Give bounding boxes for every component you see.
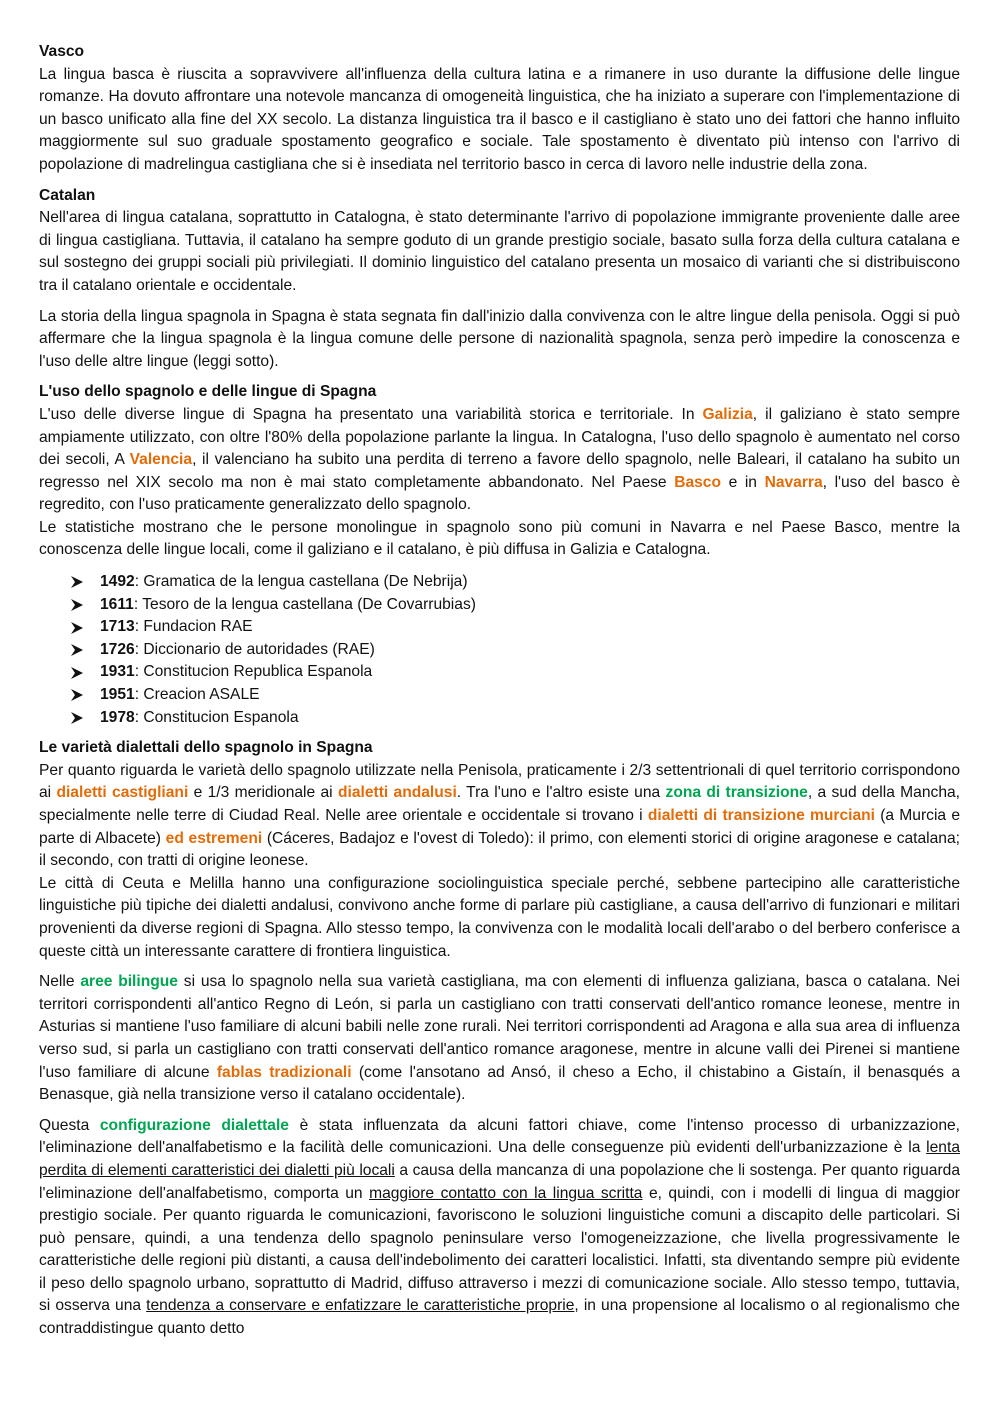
timeline-text: : Tesoro de la lengua castellana (De Covarrubias) <box>133 595 476 613</box>
timeline-item <box>70 571 960 594</box>
highlight-fablas: fablas tradizionali <box>216 1063 352 1081</box>
highlight-navarra: Navarra <box>764 473 823 491</box>
paragraph-ceuta-melilla: Le città di Ceuta e Melilla hanno una configurazione sociolinguistica speciale perché, sebbene partecipino alle caratteristiche linguistiche più tipiche dei dialetti andalusi, convivono anche forme di parlare più castigliane, a causa dell'arrivo di funzionari e militari provenienti da diverse regioni di Spagna. Allo stesso tempo, la convivenza con le modalità locali dell'arabo o del berbero conferisce a queste città un interessante carattere di frontiera linguistica. <box>39 874 960 960</box>
timeline-list <box>39 571 960 729</box>
timeline-text: : Constitucion Republica Espanola <box>134 663 373 681</box>
highlight-aree-bilingue: aree bilingue <box>80 973 178 991</box>
text-run: e, quindi, con i modelli di lingua di maggior prestigio sociale. Per quanto riguarda le comunicazioni, favoriscono le soluzioni linguistiche comuni a discapito delle particolari. Si può pensare, quindi, a una tendenza dello spagnolo peninsulare verso l'omogeneizzazione, che livella progressivamente le caratteristiche delle regioni più distanti, a causa dell'indebolimento dei caratteri localistici. Infatti, sta diventando sempre più evidente il peso dello spagnolo urbano, soprattutto di Madrid, diffuso attraverso i mezzi di comunicazione sociale. Allo stesso tempo, tuttavia, si osserva una <box>39 1184 960 1315</box>
text-run: . Tra l'uno e l'altro esiste una <box>456 784 666 802</box>
text-run: e 1/3 meridionale ai <box>188 784 338 802</box>
timeline-item <box>70 594 960 617</box>
timeline-year: 1611 <box>100 595 134 613</box>
section-vasco <box>39 41 960 177</box>
highlight-dialetti-andalusi: dialetti andalusi <box>337 784 457 802</box>
highlight-basco: Basco <box>674 473 721 491</box>
arrowhead-bullet-icon <box>70 711 84 725</box>
timeline-text: : Diccionario de autoridades (RAE) <box>134 640 375 658</box>
timeline-item <box>70 684 960 707</box>
heading-uso: L'uso dello spagnolo e delle lingue di Spagna <box>39 383 377 401</box>
text-run: si usa lo spagnolo nella sua varietà castigliana, ma con elementi di influenza galiziana, basca o catalana. Nei territori corrispondenti all'antico Regno di León, si parla un castigliano con tratti conservati dell'antico romance leonese, mentre in Asturias si mantiene l'uso familiare di alcuni babili nelle zone rurali. Nei territori corrispondenti ad Aragona e alla sua area di influenza verso sud, si parla un castigliano con tratti conservati dell'antico romance aragonese, mentre in alcune valli dei Pirenei si mantiene l'uso familiare di alcune <box>39 973 960 1081</box>
arrowhead-bullet-icon <box>70 688 84 702</box>
underlined-tendenza: tendenza a conservare e enfatizzare le caratteristiche proprie <box>146 1297 575 1315</box>
text-run: , il galiziano è stato sempre ampiamente utilizzato, con oltre l'80% della popolazione parlante la lingua. In Catalogna, l'uso dello spagnolo è aumentato nel corso dei secoli, A <box>39 405 960 469</box>
timeline-item <box>70 707 960 730</box>
highlight-dialetti-murciani: dialetti di transizione murciani <box>647 807 875 824</box>
text-run: , a sud della Mancha, specialmente nelle terre di Ciudad Real. Nelle aree orientale e occidentale si trovano i <box>39 784 960 824</box>
timeline-year: 1726 <box>100 640 135 658</box>
text-run: e in <box>721 473 765 491</box>
highlight-valencia: Valencia <box>129 451 193 469</box>
document-page <box>39 41 960 1341</box>
paragraph-bilingue <box>39 971 960 1107</box>
heading-vasco: Vasco <box>39 43 85 60</box>
paragraph-statistiche: Le statistiche mostrano che le persone monolingue in spagnolo sono più comuni in Navarra e nel Paese Basco, mentre la conoscenza delle lingue locali, come il galiziano e il catalano, è più diffusa in Galizia e Catalogna. <box>39 518 960 559</box>
text-run: , il valenciano ha subito una perdita di terreno a favore dello spagnolo, nelle Baleari, il catalano ha subito un regresso nel XIX secolo ma non è mai stato completamente abbandonato. Nel Paese <box>39 451 960 491</box>
section-uso <box>39 381 960 517</box>
timeline-year: 1931 <box>100 663 135 681</box>
text-run: è stata influenzata da alcuni fattori chiave, come l'intenso processo di urbanizzazione, l'eliminazione dell'analfabetismo e la facilità delle comunicazioni. Una delle conseguenze più evidenti dell'urbanizzazione è la <box>39 1116 960 1157</box>
timeline-text: : Constitucion Espanola <box>134 708 299 726</box>
timeline-text: : Fundacion RAE <box>134 618 253 636</box>
highlight-configurazione: configurazione dialettale <box>99 1116 289 1134</box>
arrowhead-bullet-icon <box>70 666 84 680</box>
underlined-contatto: maggiore contatto con la lingua scritta <box>369 1184 643 1202</box>
underlined-perdita: lenta perdita di elementi caratteristici dei dialetti più locali <box>39 1139 960 1179</box>
timeline-text: : Creacion ASALE <box>134 686 260 704</box>
highlight-galizia: Galizia <box>702 405 753 423</box>
text-run: , l'uso del basco è regredito, con l'uso praticamente generalizzato dello spagnolo. <box>39 473 960 514</box>
arrowhead-bullet-icon <box>70 643 84 657</box>
heading-varieta: Le varietà dialettali dello spagnolo in Spagna <box>39 739 373 757</box>
highlight-zona-transizione: zona di transizione <box>665 784 808 802</box>
text-run: Nelle <box>39 973 81 991</box>
timeline-item <box>70 616 960 639</box>
section-varieta <box>39 737 960 963</box>
arrowhead-bullet-icon <box>70 621 84 635</box>
text-run: Per quanto riguarda le varietà dello spagnolo utilizzate nella Penisola, praticamente i 2/3 settentrionali di quel territorio corrispondono ai <box>39 761 960 802</box>
highlight-estremeni: ed estremeni <box>165 829 263 847</box>
paragraph-vasco: La lingua basca è riuscita a sopravvivere all'influenza della cultura latina e a rimanere in uso durante la diffusione delle lingue romanze. Ha dovuto affrontare una notevole mancanza di omogeneità linguistica, che ha iniziato a superare con l'implementazione di un basco unificato alla fine del XX secolo. La distanza linguistica tra il basco e il castigliano è stato uno dei fattori che hanno influito maggiormente sul suo graduale spostamento geografico e sociale. Tale spostamento è diventato più intenso con l'arrivo di popolazione di madrelingua castigliana che si è insediata nel territorio basco in cerca di lavoro nelle industrie della zona. <box>39 65 960 173</box>
text-run: Questa <box>39 1116 100 1134</box>
timeline-year: 1492 <box>100 573 135 591</box>
text-run: , in una propensione al localismo o al regionalismo che contraddistingue quanto detto <box>39 1297 960 1338</box>
timeline-item <box>70 639 960 662</box>
text-run: a causa della mancanza di una popolazione che li sostenga. Per quanto riguarda l'eliminazione dell'analfabetismo, comporta un <box>39 1161 961 1202</box>
text-run: L'uso delle diverse lingue di Spagna ha presentato una variabilità storica e territoriale. In <box>39 405 703 423</box>
timeline-year: 1978 <box>100 708 135 726</box>
section-catalan <box>39 185 960 298</box>
paragraph-storia: La storia della lingua spagnola in Spagna è stata segnata fin dall'inizio dalla convivenza con le altre lingue della penisola. Oggi si può affermare che la lingua spagnola è la lingua comune delle persone di nazionalità spagnola, senza però impedire la conoscenza e l'uso delle altre lingue (leggi sotto). <box>39 307 960 370</box>
text-run: (Cáceres, Badajoz e l'ovest di Toledo): il primo, con elementi storici di origine aragonese e catalana; il secondo, con tratti di origine leonese. <box>39 829 960 870</box>
timeline-year: 1951 <box>100 686 135 704</box>
text-run: (a Murcia e parte di Albacete) <box>39 807 960 847</box>
highlight-dialetti-castigliani: dialetti castigliani <box>56 784 189 802</box>
arrowhead-bullet-icon <box>70 598 84 612</box>
arrowhead-bullet-icon <box>70 575 84 589</box>
timeline-item <box>70 661 960 684</box>
paragraph-catalan: Nell'area di lingua catalana, soprattutto in Catalogna, è stato determinante l'arrivo di popolazione immigrante proveniente dalle aree di lingua castigliana. Tuttavia, il catalano ha sempre goduto di un grande prestigio sociale, basato sulla forza della cultura catalana e sul sostegno dei gruppi sociali più privilegiati. Il dominio linguistico del catalano presenta un mosaico di varianti che si distribuiscono tra il catalano orientale e occidentale. <box>39 209 960 294</box>
timeline-text: : Gramatica de la lengua castellana (De Nebrija) <box>134 573 468 591</box>
paragraph-configurazione <box>39 1115 960 1341</box>
timeline-year: 1713 <box>100 618 135 636</box>
heading-catalan: Catalan <box>39 186 96 204</box>
text-run: (come l'ansotano ad Ansó, il cheso a Echo, il chistabino a Gistaín, il benasqués a Benasque, già nella transizione verso il catalano occidentale). <box>39 1063 960 1104</box>
